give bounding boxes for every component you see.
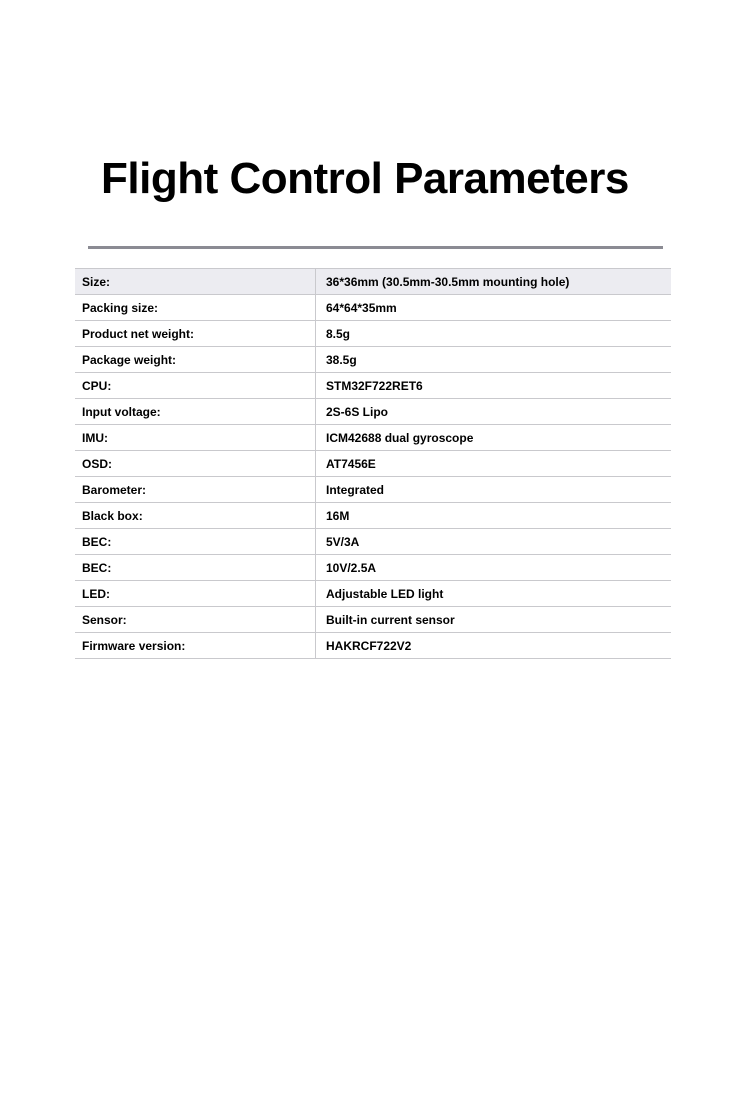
spec-label: Product net weight: (75, 321, 316, 347)
page-title: Flight Control Parameters (101, 154, 629, 203)
spec-label: Sensor: (75, 607, 316, 633)
spec-value: 5V/3A (316, 529, 672, 555)
table-row (75, 451, 671, 477)
spec-value: STM32F722RET6 (316, 373, 672, 399)
spec-label: Size: (75, 269, 316, 295)
spec-label: LED: (75, 581, 316, 607)
table-row (75, 555, 671, 581)
table-row (75, 321, 671, 347)
spec-value: ICM42688 dual gyroscope (316, 425, 672, 451)
spec-label: Input voltage: (75, 399, 316, 425)
table-row (75, 607, 671, 633)
spec-value: Built-in current sensor (316, 607, 672, 633)
spec-value: 64*64*35mm (316, 295, 672, 321)
table-row (75, 477, 671, 503)
spec-value: 2S-6S Lipo (316, 399, 672, 425)
table-row (75, 425, 671, 451)
spec-value: 36*36mm (30.5mm-30.5mm mounting hole) (316, 269, 672, 295)
spec-value: 8.5g (316, 321, 672, 347)
spec-label: Barometer: (75, 477, 316, 503)
spec-label: Packing size: (75, 295, 316, 321)
table-row (75, 399, 671, 425)
table-row (75, 633, 671, 659)
spec-label: BEC: (75, 529, 316, 555)
spec-table (75, 268, 671, 659)
table-row (75, 269, 671, 295)
spec-value: 16M (316, 503, 672, 529)
spec-label: Package weight: (75, 347, 316, 373)
spec-value: 38.5g (316, 347, 672, 373)
table-row (75, 295, 671, 321)
spec-label: BEC: (75, 555, 316, 581)
table-row (75, 373, 671, 399)
spec-label: Black box: (75, 503, 316, 529)
spec-label: CPU: (75, 373, 316, 399)
table-row (75, 581, 671, 607)
spec-value: HAKRCF722V2 (316, 633, 672, 659)
title-divider (88, 246, 663, 249)
table-row (75, 529, 671, 555)
spec-value: AT7456E (316, 451, 672, 477)
spec-label: IMU: (75, 425, 316, 451)
spec-label: Firmware version: (75, 633, 316, 659)
table-row (75, 347, 671, 373)
spec-label: OSD: (75, 451, 316, 477)
spec-value: 10V/2.5A (316, 555, 672, 581)
spec-value: Integrated (316, 477, 672, 503)
table-row (75, 503, 671, 529)
spec-value: Adjustable LED light (316, 581, 672, 607)
